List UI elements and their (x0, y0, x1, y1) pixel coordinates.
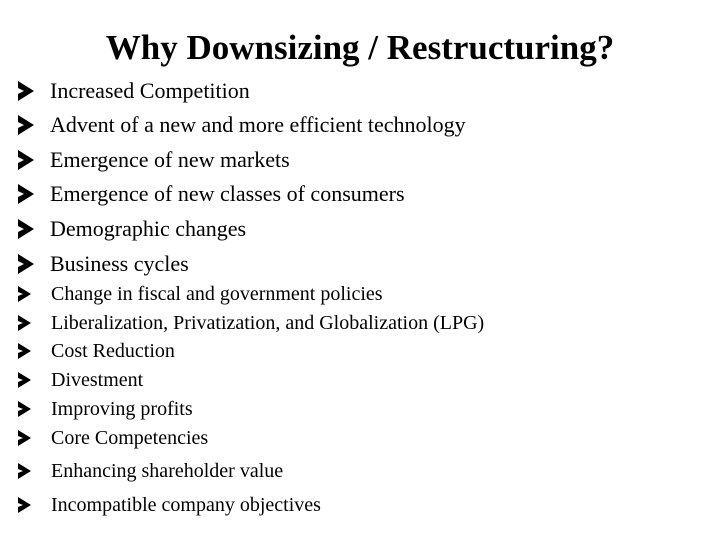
list-item-text: Demographic changes (50, 216, 247, 241)
arrow-bullet-icon (18, 254, 34, 274)
list-item-text: Advent of a new and more efficient technology (50, 112, 466, 137)
arrow-bullet-icon (18, 286, 31, 302)
list-item (18, 492, 321, 518)
arrow-bullet-icon (18, 343, 31, 359)
arrow-bullet-icon (18, 315, 31, 331)
list-item (18, 179, 405, 209)
arrow-bullet-icon (18, 497, 31, 513)
arrow-bullet-icon (18, 372, 31, 388)
list-item (18, 396, 193, 422)
arrow-bullet-icon (18, 219, 34, 239)
list-item (18, 249, 189, 279)
arrow-bullet-icon (18, 115, 34, 135)
list-item-text: Liberalization, Privatization, and Globalization (LPG) (51, 312, 485, 334)
list-item-text: Incompatible company objectives (51, 494, 321, 516)
list-item (18, 367, 143, 393)
list-item (18, 214, 246, 244)
arrow-bullet-icon (18, 184, 34, 204)
arrow-bullet-icon (18, 430, 31, 446)
list-item (18, 458, 283, 484)
list-item (18, 110, 466, 140)
list-item-text: Divestment (51, 369, 144, 391)
list-item-text: Emergence of new markets (50, 147, 290, 172)
list-item (18, 425, 208, 451)
list-item-text: Core Competencies (51, 427, 209, 449)
list-item-text: Change in fiscal and government policies (51, 283, 383, 305)
list-item (18, 310, 484, 336)
arrow-bullet-icon (18, 401, 31, 417)
list-item (18, 281, 383, 307)
list-item-text: Increased Competition (50, 78, 250, 103)
list-item-text: Emergence of new classes of consumers (50, 181, 405, 206)
list-item (18, 338, 175, 364)
list-item (18, 76, 250, 106)
list-item-text: Business cycles (50, 251, 189, 276)
list-item-text: Improving profits (51, 398, 193, 420)
arrow-bullet-icon (18, 150, 34, 170)
arrow-bullet-icon (18, 81, 34, 101)
arrow-bullet-icon (18, 463, 31, 479)
list-item-text: Cost Reduction (51, 340, 175, 362)
slide-title: Why Downsizing / Restructuring? (105, 28, 615, 67)
list-item (18, 145, 290, 175)
list-item-text: Enhancing shareholder value (51, 460, 284, 482)
